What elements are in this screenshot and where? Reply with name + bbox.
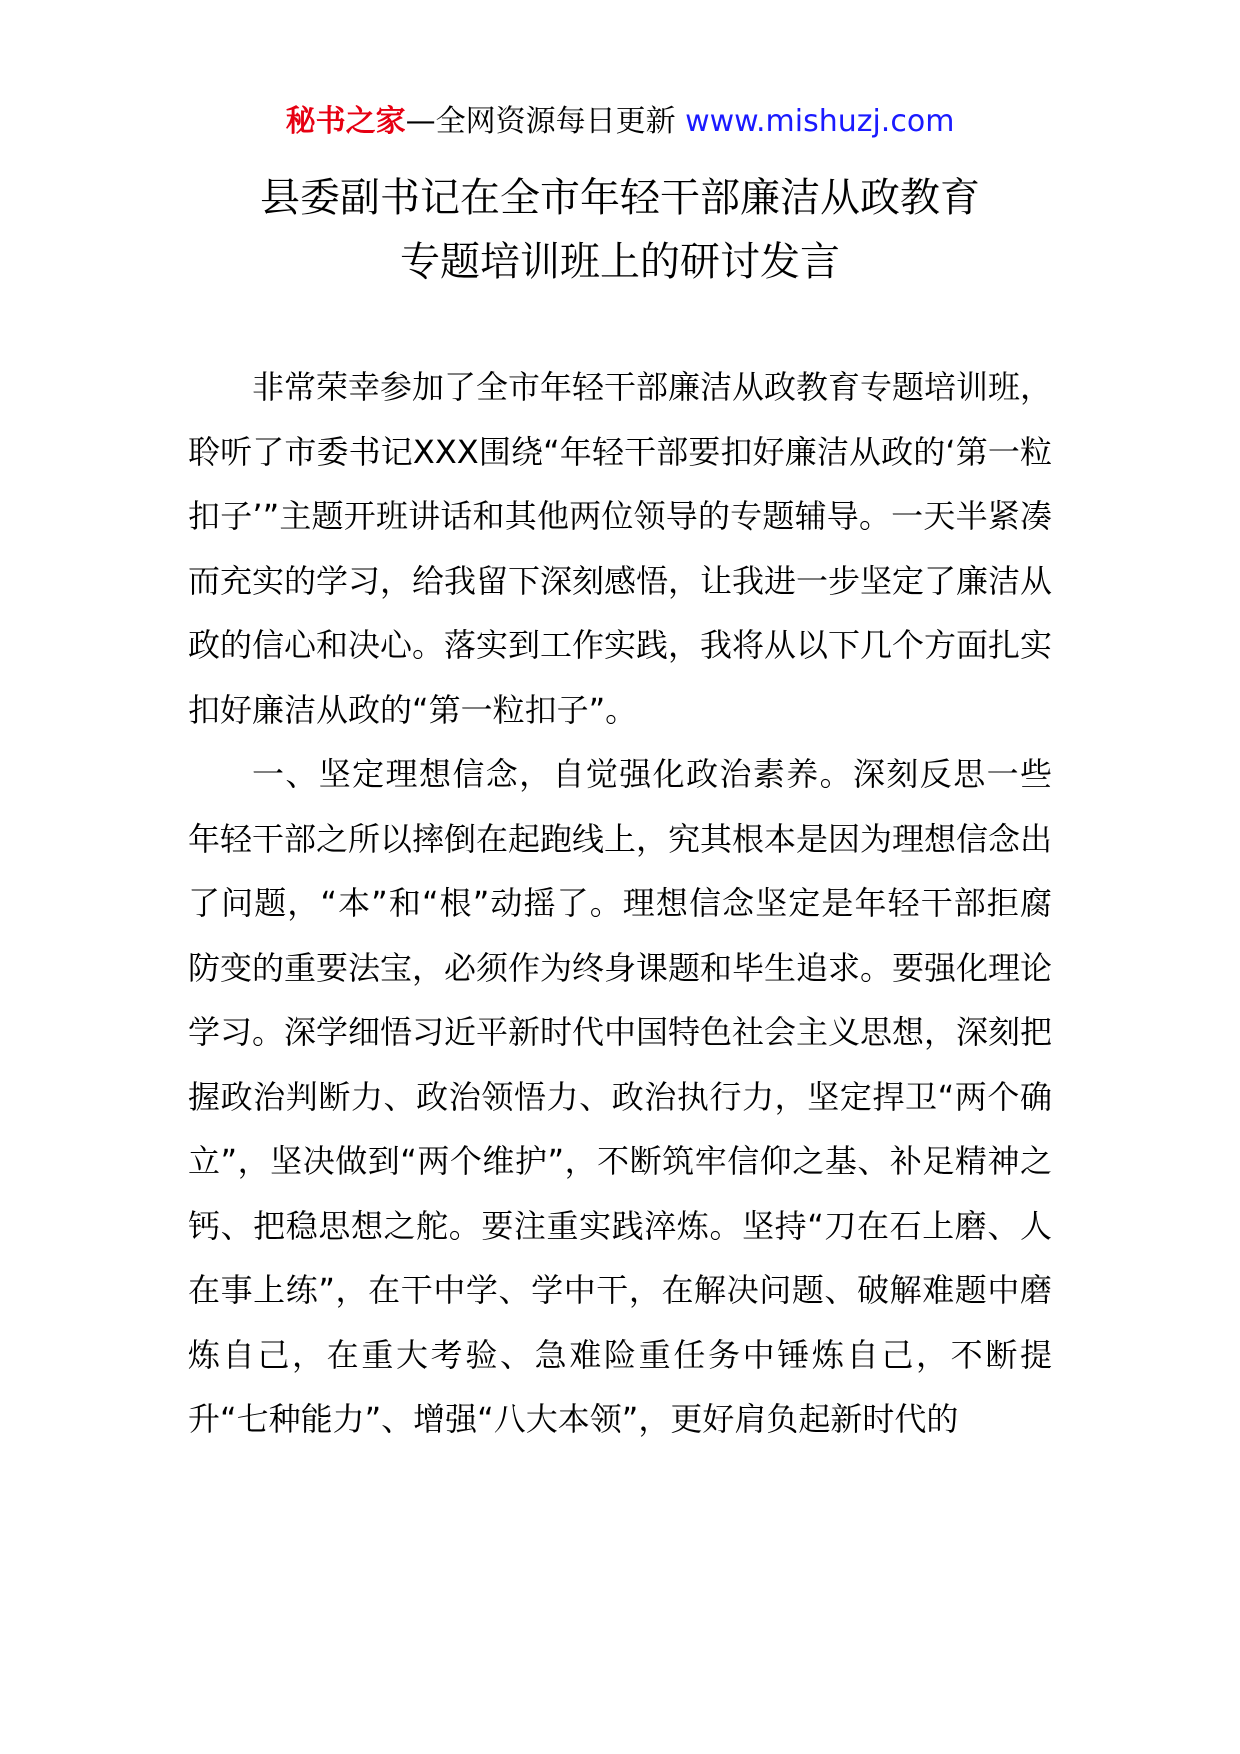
site-url-link[interactable]: www.mishuzj.com xyxy=(675,104,955,139)
document-body xyxy=(188,355,1052,1452)
document-title xyxy=(0,166,1240,294)
header-slogan: —全网资源每日更新 xyxy=(405,104,676,139)
paragraph-text: 深刻反思一些年轻干部之所以摔倒在起跑线上，究其根本是因为理想信念出了问题，“本”和“根”动摇了。理想信念坚定是年轻干部拒腐防变的重要法宝，必须作为终身课题和毕生追求。要强化理论学习。深学细悟习近平新时代中国特色社会主义思想，深刻把握政治判断力、政治领悟力、政治执行力，坚定捍卫“两个确立”，坚决做到“两个维护”，不断筑牢信仰之基、补足精神之钙、把稳思想之舵。要注重实践淬炼。坚持“刀在石上磨、人在事上练”，在干中学、学中干，在解决问题、破解难题中磨炼自己，在重大考验、急难险重任务中锤炼自己，不断提升“七种能力”、增强“八大本领”，更好肩负起新时代的 xyxy=(188,755,1053,1438)
paragraph-intro xyxy=(188,355,1052,742)
title-line-1: 县委副书记在全市年轻干部廉洁从政教育 xyxy=(260,175,980,221)
paragraph-text: 非常荣幸参加了全市年轻干部廉洁从政教育专题培训班，聆听了市委书记XXX围绕“年轻干部要扣好廉洁从政的‘第一粒扣子’”主题开班讲话和其他两位领导的专题辅导。一天半紧凑而充实的学习，给我留下深刻感悟，让我进一步坚定了廉洁从政的信心和决心。落实到工作实践，我将从以下几个方面扎实扣好廉洁从政的“第一粒扣子”。 xyxy=(188,368,1053,729)
title-line-2: 专题培训班上的研讨发言 xyxy=(400,239,840,285)
brand-name: 秘书之家 xyxy=(285,104,406,139)
paragraph-section-1 xyxy=(188,742,1052,1452)
section-heading: 一、坚定理想信念，自觉强化政治素养。 xyxy=(252,755,854,793)
site-header xyxy=(0,102,1240,142)
